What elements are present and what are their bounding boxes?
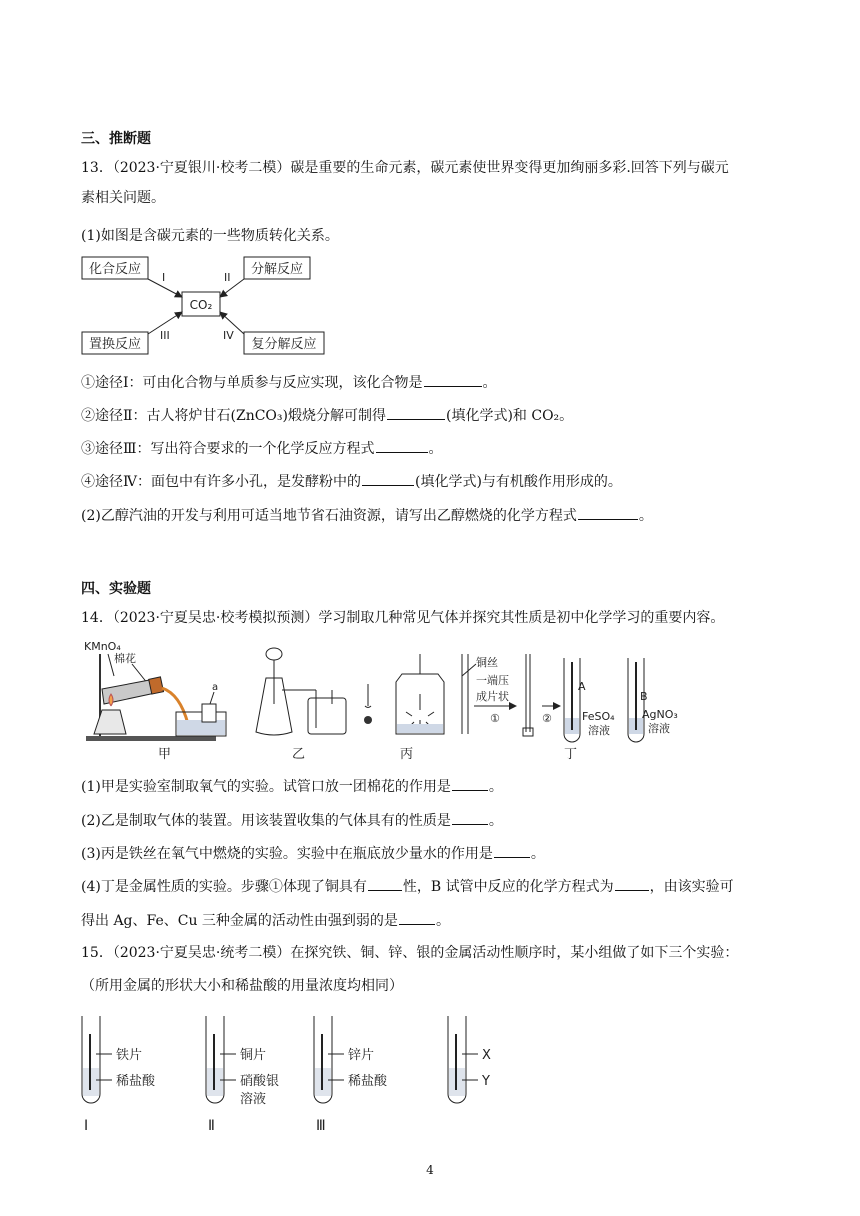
svg-text:Ⅰ: Ⅰ — [84, 1118, 89, 1134]
q15-test-tubes-figure — [76, 1014, 516, 1136]
svg-text:分解反应: 分解反应 — [250, 262, 304, 277]
q14-part3: (3)丙是铁丝在氧气中燃烧的实验。实验中在瓶底放少量水的作用是 。 — [81, 843, 545, 864]
q13-stem-line2: 素相关问题。 — [81, 190, 165, 206]
box-double-decomposition-reaction — [244, 332, 324, 354]
svg-text:X: X — [482, 1048, 491, 1063]
q13-item3: ③途径Ⅲ：写出符合要求的一个化学反应方程式 。 — [81, 438, 443, 459]
answer-blank[interactable] — [387, 405, 445, 420]
q13-stem-line1: 13．（2023·宁夏银川·校考二模）碳是重要的生命元素，碳元素使世界变得更加绚丽多彩.回答下列与碳元 — [81, 160, 729, 176]
svg-text:FeSO₄: FeSO₄ — [582, 710, 615, 723]
svg-text:②: ② — [542, 712, 552, 725]
apparatus-jia — [84, 640, 226, 762]
answer-blank[interactable] — [362, 471, 414, 486]
carbon-transformation-diagram — [80, 255, 340, 360]
svg-text:a: a — [212, 682, 219, 693]
svg-text:棉花: 棉花 — [114, 652, 136, 665]
page-number: 4 — [426, 1163, 434, 1177]
svg-text:锌片: 锌片 — [348, 1048, 375, 1063]
box-decomposition-reaction — [244, 257, 310, 279]
svg-text:复分解反应: 复分解反应 — [251, 337, 317, 352]
svg-text:铜丝: 铜丝 — [476, 656, 498, 669]
q13-part2: (2)乙醇汽油的开发与利用可适当地节省石油资源，请写出乙醇燃烧的化学方程式 。 — [81, 505, 653, 526]
svg-text:乙: 乙 — [292, 747, 306, 762]
q13-item2: ②途径Ⅱ：古人将炉甘石(ZnCO₃)煅烧分解可制得 (填化学式)和 CO₂。 — [81, 405, 573, 426]
section-heading-inference: 三、推断题 — [81, 131, 151, 147]
svg-text:甲: 甲 — [158, 747, 172, 762]
svg-text:丙: 丙 — [400, 747, 414, 762]
answer-blank[interactable] — [452, 776, 488, 791]
svg-text:置换反应: 置换反应 — [88, 337, 142, 352]
tube-2 — [206, 1016, 279, 1134]
answer-blank[interactable] — [615, 876, 649, 891]
answer-blank[interactable] — [376, 438, 428, 453]
q14-stem: 14．（2023·宁夏吴忠·校考模拟预测）学习制取几种常见气体并探究其性质是初中化学学习的重要内容。 — [81, 610, 725, 626]
tube-4 — [448, 1016, 491, 1103]
box-co2 — [182, 292, 220, 316]
route-label-3: III — [160, 329, 170, 342]
svg-text:①: ① — [490, 712, 500, 725]
apparatus-ding — [462, 654, 678, 762]
svg-text:KMnO₄: KMnO₄ — [84, 640, 121, 653]
answer-blank[interactable] — [494, 843, 530, 858]
answer-blank[interactable] — [424, 372, 482, 387]
svg-text:溶液: 溶液 — [588, 724, 610, 737]
q14-part4-line2: 得出 Ag、Fe、Cu 三种金属的活动性由强到弱的是 。 — [81, 910, 450, 931]
tube-3 — [314, 1016, 388, 1134]
q13-item1: ①途径Ⅰ：可由化合物与单质参与反应实现，该化合物是 。 — [81, 372, 497, 393]
q15-stem-line1: 15．（2023·宁夏吴忠·统考二模）在探究铁、铜、锌、银的金属活动性顺序时，某小组做了如下三个实验： — [81, 945, 739, 961]
route-label-1: I — [162, 271, 166, 284]
answer-blank[interactable] — [368, 876, 402, 891]
tube-1 — [82, 1016, 156, 1134]
q14-part2: (2)乙是制取气体的装置。用该装置收集的气体具有的性质是 。 — [81, 810, 503, 831]
svg-text:一端压: 一端压 — [476, 674, 509, 687]
svg-text:A: A — [578, 680, 586, 693]
svg-text:铁片: 铁片 — [116, 1048, 143, 1063]
q14-part4-line1: (4)丁是金属性质的实验。步骤①体现了铜具有 性，B 试管中反应的化学方程式为 ，由该实验可 — [81, 876, 734, 897]
svg-text:稀盐酸: 稀盐酸 — [348, 1074, 388, 1089]
answer-blank[interactable] — [399, 910, 435, 925]
q13-part1: (1)如图是含碳元素的一些物质转化关系。 — [81, 228, 339, 244]
q15-stem-line2: （所用金属的形状大小和稀盐酸的用量浓度均相同） — [81, 978, 403, 994]
svg-text:CO₂: CO₂ — [189, 298, 213, 312]
route-label-4: IV — [223, 329, 234, 342]
svg-text:化合反应: 化合反应 — [88, 262, 142, 277]
svg-text:Ⅲ: Ⅲ — [316, 1118, 326, 1134]
svg-text:铜片: 铜片 — [240, 1048, 267, 1063]
apparatus-bing — [364, 654, 444, 762]
box-displacement-reaction — [82, 332, 148, 354]
svg-text:成片状: 成片状 — [476, 690, 509, 703]
box-combination-reaction — [82, 257, 148, 279]
answer-blank[interactable] — [452, 810, 488, 825]
svg-text:Ⅱ: Ⅱ — [208, 1118, 215, 1134]
svg-text:稀盐酸: 稀盐酸 — [116, 1074, 156, 1089]
svg-text:硝酸银: 硝酸银 — [240, 1074, 280, 1089]
svg-text:溶液: 溶液 — [648, 722, 670, 735]
route-label-2: II — [224, 271, 231, 284]
q14-part1: (1)甲是实验室制取氧气的实验。试管口放一团棉花的作用是 。 — [81, 776, 503, 797]
q14-apparatus-figure — [80, 634, 720, 762]
svg-text:B: B — [640, 690, 648, 703]
svg-text:丁: 丁 — [564, 747, 578, 762]
svg-text:Y: Y — [482, 1074, 490, 1089]
svg-text:溶液: 溶液 — [240, 1092, 267, 1107]
q13-item4: ④途径Ⅳ：面包中有许多小孔，是发酵粉中的 (填化学式)与有机酸作用形成的。 — [81, 471, 622, 492]
apparatus-yi — [256, 648, 346, 762]
svg-text:AgNO₃: AgNO₃ — [642, 708, 678, 721]
answer-blank[interactable] — [578, 505, 638, 520]
section-heading-experiment: 四、实验题 — [81, 581, 151, 597]
